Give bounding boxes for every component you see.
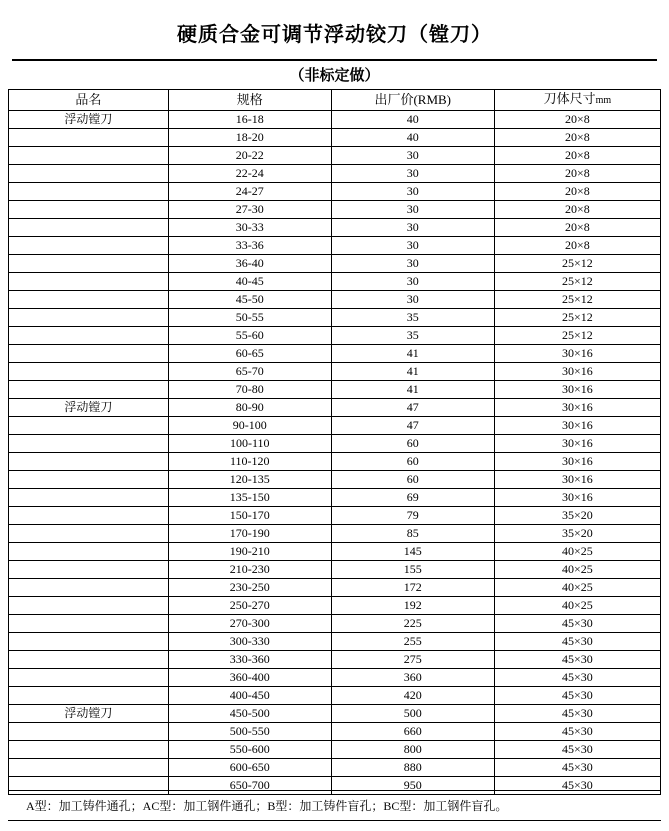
cell-price: 41 — [331, 345, 494, 363]
cell-spec: 27-30 — [168, 201, 331, 219]
cell-size: 30×16 — [494, 345, 660, 363]
cell-spec: 300-330 — [168, 633, 331, 651]
cell-price: 800 — [331, 741, 494, 759]
cell-name — [9, 291, 169, 309]
cell-price: 950 — [331, 777, 494, 795]
cell-price: 40 — [331, 129, 494, 147]
cell-spec: 120-135 — [168, 471, 331, 489]
cell-spec: 650-700 — [168, 777, 331, 795]
table-row — [9, 525, 661, 543]
cell-spec: 45-50 — [168, 291, 331, 309]
cell-spec: 230-250 — [168, 579, 331, 597]
table-row — [9, 453, 661, 471]
cell-name — [9, 741, 169, 759]
table-row — [9, 201, 661, 219]
table-row — [9, 561, 661, 579]
cell-size: 35×20 — [494, 525, 660, 543]
cell-spec: 16-18 — [168, 111, 331, 129]
table-row — [9, 111, 661, 129]
cell-price: 40 — [331, 111, 494, 129]
cell-size: 35×20 — [494, 507, 660, 525]
cell-spec: 55-60 — [168, 327, 331, 345]
table-row — [9, 129, 661, 147]
cell-price: 30 — [331, 237, 494, 255]
cell-spec: 450-500 — [168, 705, 331, 723]
cell-name — [9, 147, 169, 165]
cell-name — [9, 219, 169, 237]
cell-price: 172 — [331, 579, 494, 597]
cell-size: 20×8 — [494, 201, 660, 219]
cell-price: 660 — [331, 723, 494, 741]
table-row — [9, 687, 661, 705]
table-row — [9, 309, 661, 327]
cell-price: 880 — [331, 759, 494, 777]
cell-name — [9, 543, 169, 561]
column-header-spec: 规格 — [168, 90, 331, 111]
table-row — [9, 183, 661, 201]
cell-size: 40×25 — [494, 597, 660, 615]
cell-size: 25×12 — [494, 255, 660, 273]
cell-name — [9, 183, 169, 201]
cell-price: 30 — [331, 291, 494, 309]
cell-size: 20×8 — [494, 129, 660, 147]
page-title: 硬质合金可调节浮动铰刀（镗刀） — [177, 24, 492, 46]
table-row — [9, 705, 661, 723]
table-row — [9, 723, 661, 741]
cell-size: 40×25 — [494, 561, 660, 579]
column-header-size — [494, 90, 660, 111]
cell-name — [9, 273, 169, 291]
cell-price: 420 — [331, 687, 494, 705]
cell-price: 47 — [331, 417, 494, 435]
table-row — [9, 741, 661, 759]
table-row — [9, 435, 661, 453]
cell-name — [9, 525, 169, 543]
cell-price: 145 — [331, 543, 494, 561]
table-row — [9, 417, 661, 435]
table-row — [9, 363, 661, 381]
cell-spec: 60-65 — [168, 345, 331, 363]
cell-size: 30×16 — [494, 417, 660, 435]
cell-spec: 190-210 — [168, 543, 331, 561]
footnote-area — [8, 790, 661, 821]
table-row — [9, 507, 661, 525]
cell-name — [9, 327, 169, 345]
table-row — [9, 327, 661, 345]
cell-size: 45×30 — [494, 669, 660, 687]
cell-size: 30×16 — [494, 381, 660, 399]
column-header-size-text: 刀体尺寸 — [543, 91, 596, 106]
cell-price: 41 — [331, 381, 494, 399]
cell-price: 85 — [331, 525, 494, 543]
cell-price: 275 — [331, 651, 494, 669]
cell-size: 25×12 — [494, 327, 660, 345]
table-body — [9, 111, 661, 795]
cell-spec: 270-300 — [168, 615, 331, 633]
cell-size: 45×30 — [494, 741, 660, 759]
cell-name — [9, 309, 169, 327]
table-row — [9, 255, 661, 273]
cell-spec: 135-150 — [168, 489, 331, 507]
table-header — [9, 90, 661, 111]
cell-size: 30×16 — [494, 435, 660, 453]
cell-spec: 100-110 — [168, 435, 331, 453]
cell-name — [9, 165, 169, 183]
cell-price: 30 — [331, 255, 494, 273]
cell-size: 20×8 — [494, 183, 660, 201]
cell-name — [9, 759, 169, 777]
cell-size: 20×8 — [494, 147, 660, 165]
cell-size: 25×12 — [494, 291, 660, 309]
cell-name — [9, 651, 169, 669]
cell-name — [9, 507, 169, 525]
table-row — [9, 291, 661, 309]
column-header-size-unit: mm — [595, 95, 612, 106]
cell-spec: 18-20 — [168, 129, 331, 147]
cell-spec: 22-24 — [168, 165, 331, 183]
table-row — [9, 651, 661, 669]
cell-name — [9, 597, 169, 615]
cell-spec: 40-45 — [168, 273, 331, 291]
cell-name — [9, 687, 169, 705]
cell-spec: 65-70 — [168, 363, 331, 381]
cell-name — [9, 723, 169, 741]
cell-price: 41 — [331, 363, 494, 381]
cell-name — [9, 435, 169, 453]
cell-size: 30×16 — [494, 471, 660, 489]
table-row — [9, 543, 661, 561]
cell-spec: 110-120 — [168, 453, 331, 471]
cell-spec: 70-80 — [168, 381, 331, 399]
cell-price: 225 — [331, 615, 494, 633]
cell-price: 255 — [331, 633, 494, 651]
table-row — [9, 237, 661, 255]
cell-size: 45×30 — [494, 687, 660, 705]
cell-spec: 210-230 — [168, 561, 331, 579]
cell-spec: 24-27 — [168, 183, 331, 201]
cell-size: 20×8 — [494, 111, 660, 129]
cell-name — [9, 381, 169, 399]
cell-spec: 550-600 — [168, 741, 331, 759]
cell-name — [9, 453, 169, 471]
cell-name: 浮动镗刀 — [9, 705, 169, 723]
cell-name — [9, 129, 169, 147]
cell-name — [9, 579, 169, 597]
cell-name — [9, 633, 169, 651]
cell-spec: 600-650 — [168, 759, 331, 777]
cell-price: 30 — [331, 147, 494, 165]
table-row — [9, 615, 661, 633]
cell-price: 192 — [331, 597, 494, 615]
cell-spec: 400-450 — [168, 687, 331, 705]
table-row — [9, 273, 661, 291]
cell-price: 35 — [331, 309, 494, 327]
cell-size: 30×16 — [494, 363, 660, 381]
cell-size: 30×16 — [494, 453, 660, 471]
table-row — [9, 165, 661, 183]
table-row — [9, 381, 661, 399]
cell-name — [9, 201, 169, 219]
cell-size: 45×30 — [494, 705, 660, 723]
cell-price: 60 — [331, 453, 494, 471]
cell-price: 47 — [331, 399, 494, 417]
cell-name: 浮动镗刀 — [9, 399, 169, 417]
column-header-name: 品名 — [9, 90, 169, 111]
cell-name — [9, 237, 169, 255]
cell-price: 69 — [331, 489, 494, 507]
cell-spec: 170-190 — [168, 525, 331, 543]
cell-size: 45×30 — [494, 633, 660, 651]
cell-price: 360 — [331, 669, 494, 687]
cell-size: 20×8 — [494, 165, 660, 183]
table-row — [9, 471, 661, 489]
cell-name — [9, 345, 169, 363]
cell-size: 40×25 — [494, 543, 660, 561]
cell-size: 45×30 — [494, 759, 660, 777]
cell-name — [9, 489, 169, 507]
footnote-text: A型：加工铸件通孔；AC型：加工钢件通孔；B型：加工铸件盲孔；BC型：加工钢件盲孔。 — [8, 790, 661, 821]
cell-name — [9, 561, 169, 579]
cell-size: 25×12 — [494, 309, 660, 327]
cell-spec: 33-36 — [168, 237, 331, 255]
cell-price: 79 — [331, 507, 494, 525]
cell-price: 30 — [331, 183, 494, 201]
table-row — [9, 489, 661, 507]
table-row — [9, 399, 661, 417]
cell-size: 30×16 — [494, 399, 660, 417]
table-row — [9, 345, 661, 363]
cell-name — [9, 255, 169, 273]
table-row — [9, 759, 661, 777]
table-row — [9, 219, 661, 237]
cell-price: 60 — [331, 471, 494, 489]
cell-price: 30 — [331, 219, 494, 237]
cell-spec: 20-22 — [168, 147, 331, 165]
table-row — [9, 669, 661, 687]
cell-name — [9, 669, 169, 687]
cell-spec: 80-90 — [168, 399, 331, 417]
cell-spec: 30-33 — [168, 219, 331, 237]
cell-spec: 150-170 — [168, 507, 331, 525]
cell-spec: 330-360 — [168, 651, 331, 669]
table-row — [9, 147, 661, 165]
page-subtitle: （非标定做） — [289, 68, 380, 84]
cell-size: 45×30 — [494, 777, 660, 795]
cell-name — [9, 417, 169, 435]
cell-spec: 50-55 — [168, 309, 331, 327]
cell-size: 20×8 — [494, 237, 660, 255]
cell-price: 30 — [331, 273, 494, 291]
cell-size: 20×8 — [494, 219, 660, 237]
cell-price: 30 — [331, 165, 494, 183]
cell-price: 500 — [331, 705, 494, 723]
cell-name: 浮动镗刀 — [9, 111, 169, 129]
cell-size: 45×30 — [494, 723, 660, 741]
cell-price: 35 — [331, 327, 494, 345]
cell-spec: 90-100 — [168, 417, 331, 435]
cell-price: 155 — [331, 561, 494, 579]
cell-size: 45×30 — [494, 651, 660, 669]
cell-size: 45×30 — [494, 615, 660, 633]
cell-price: 60 — [331, 435, 494, 453]
cell-spec: 36-40 — [168, 255, 331, 273]
cell-size: 25×12 — [494, 273, 660, 291]
table-row — [9, 597, 661, 615]
table-row — [9, 579, 661, 597]
cell-name — [9, 471, 169, 489]
cell-price: 30 — [331, 201, 494, 219]
column-header-price: 出厂价(RMB) — [331, 90, 494, 111]
cell-spec: 250-270 — [168, 597, 331, 615]
cell-size: 30×16 — [494, 489, 660, 507]
table-header-row — [9, 90, 661, 111]
table-row — [9, 633, 661, 651]
cell-spec: 360-400 — [168, 669, 331, 687]
cell-name — [9, 363, 169, 381]
cell-name — [9, 615, 169, 633]
cell-spec: 500-550 — [168, 723, 331, 741]
price-table — [8, 89, 661, 795]
cell-size: 40×25 — [494, 579, 660, 597]
